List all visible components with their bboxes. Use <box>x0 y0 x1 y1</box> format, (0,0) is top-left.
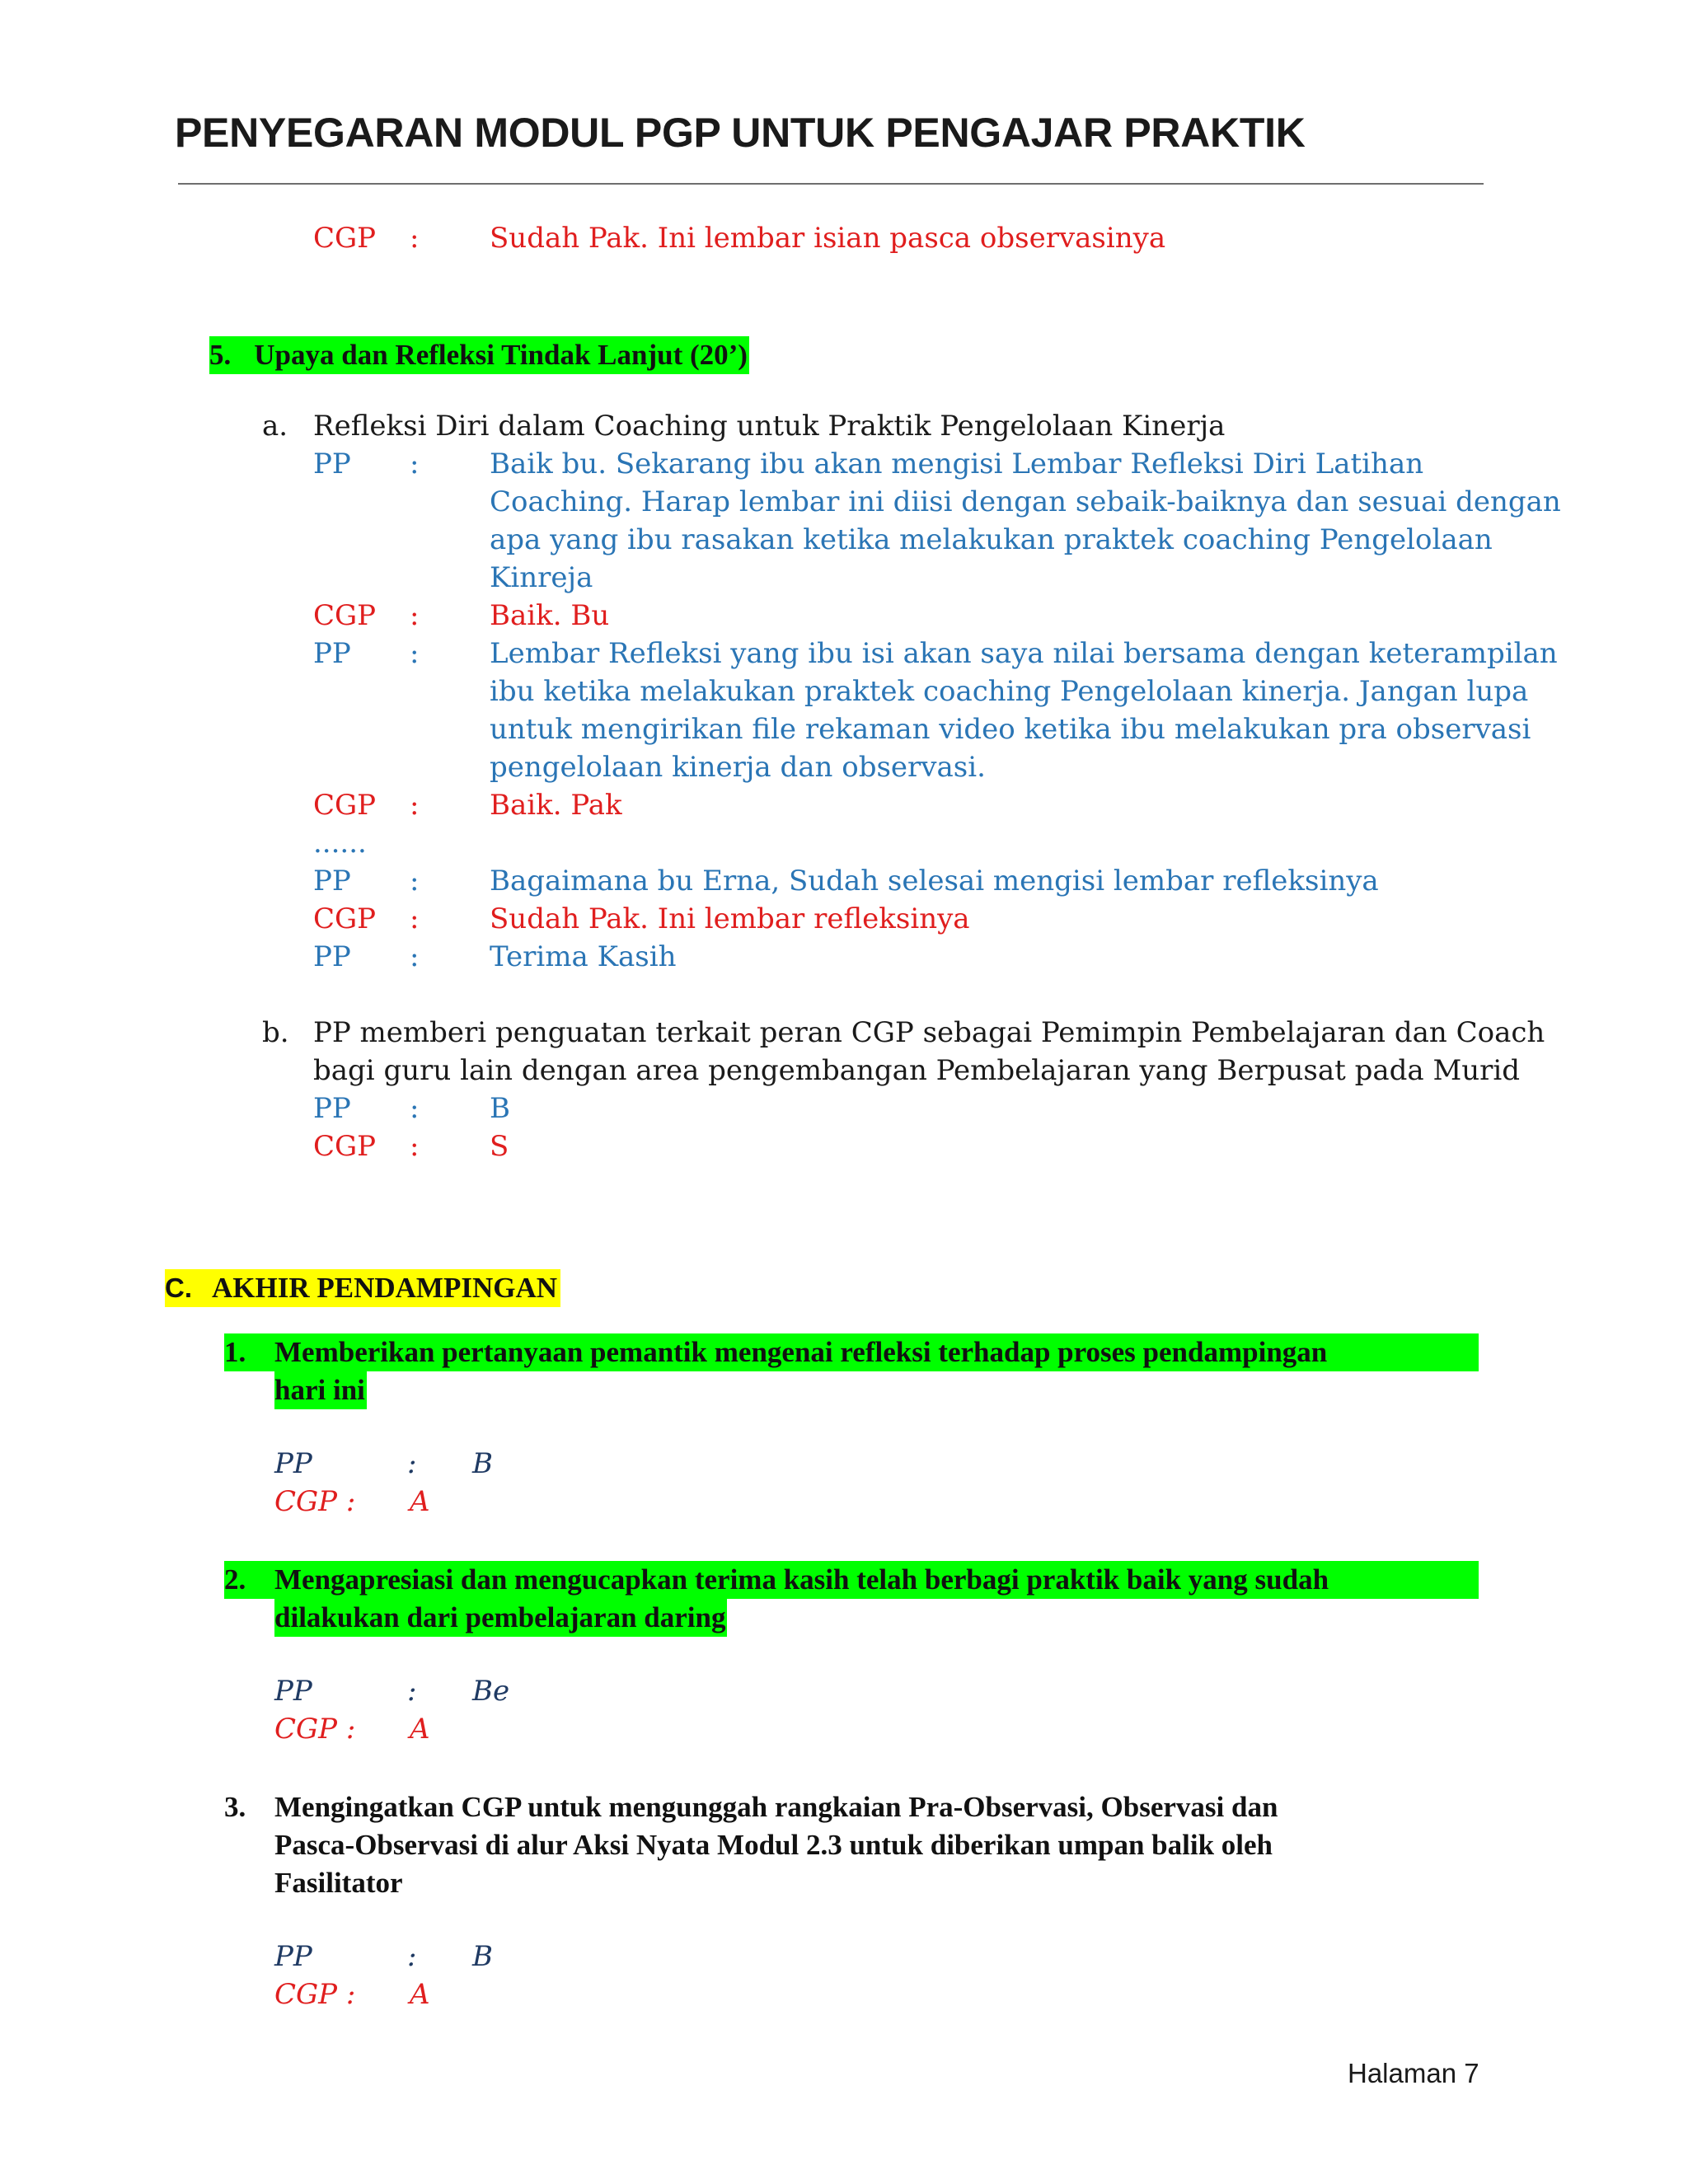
section-5-title: Upaya dan Refleksi Tindak Lanjut (20’) <box>254 339 748 371</box>
dialogue-speaker: PP <box>313 1092 351 1125</box>
c-item-title-line: Mengingatkan CGP untuk mengunggah rangkaian Pra-Observasi, Observasi dan <box>274 1791 1278 1823</box>
dialogue-speaker: PP <box>313 637 351 670</box>
dialogue-line: pengelolaan kinerja dan observasi. <box>490 751 986 784</box>
dialogue-colon: : <box>410 902 420 935</box>
dialogue-colon: : <box>410 448 420 480</box>
c-item-pp-label: PP <box>274 1940 312 1973</box>
section-c-marker: C. <box>165 1272 192 1303</box>
c-item-cgp-text: A <box>410 1978 430 2011</box>
dialogue-speaker: PP <box>313 940 351 973</box>
page-number: Halaman 7 <box>1348 2058 1479 2088</box>
dialogue-line: Kinreja <box>490 561 593 594</box>
dialogue-speaker: PP <box>313 865 351 898</box>
c-item-title-line: dilakukan dari pembelajaran daring <box>274 1599 727 1637</box>
dialogue-colon: : <box>410 637 420 670</box>
dialogue-speaker: CGP <box>313 902 377 935</box>
dialogue-colon: : <box>410 940 420 973</box>
item-a-title: Refleksi Diri dalam Coaching untuk Praktik Pengelolaan Kinerja <box>313 410 1226 443</box>
dialogue-ellipsis: ...... <box>313 827 367 860</box>
c-item-title-line: Pasca-Observasi di alur Aksi Nyata Modul 2.3 untuk diberikan umpan balik oleh <box>274 1829 1273 1861</box>
c-item-cgp-text: A <box>410 1713 430 1746</box>
dialogue-line: Lembar Refleksi yang ibu isi akan saya nilai bersama dengan keterampilan <box>490 637 1558 670</box>
intro-text: Sudah Pak. Ini lembar isian pasca observasinya <box>490 222 1166 255</box>
dialogue-line: ibu ketika melakukan praktek coaching Pengelolaan kinerja. Jangan lupa <box>490 675 1529 708</box>
c-item-number: 3. <box>224 1791 246 1823</box>
dialogue-line: Bagaimana bu Erna, Sudah selesai mengisi lembar refleksinya <box>490 865 1379 898</box>
dialogue-line: untuk mengirikan file rekaman video ketika ibu melakukan pra observasi <box>490 713 1531 746</box>
header-divider <box>178 183 1484 185</box>
dialogue-colon: : <box>410 789 420 822</box>
c-item-cgp-label: CGP : <box>274 1485 356 1518</box>
item-a-marker: a. <box>262 410 288 443</box>
section-5-heading <box>209 336 749 374</box>
page-header-title: PENYEGARAN MODUL PGP UNTUK PENGAJAR PRAKTIK <box>175 110 1306 156</box>
dialogue-line: S <box>490 1130 509 1163</box>
c-item-number: 2. <box>224 1563 246 1596</box>
dialogue-line: Sudah Pak. Ini lembar refleksinya <box>490 902 970 935</box>
dialogue-speaker: PP <box>313 448 351 480</box>
item-b-marker: b. <box>262 1016 289 1049</box>
dialogue-colon: : <box>410 865 420 898</box>
dialogue-line: Coaching. Harap lembar ini diisi dengan sebaik-baiknya dan sesuai dengan <box>490 485 1561 518</box>
dialogue-speaker: CGP <box>313 1130 377 1163</box>
c-item-title-line: Memberikan pertanyaan pemantik mengenai refleksi terhadap proses pendampingan <box>274 1336 1328 1368</box>
c-item-pp-text: B <box>472 1447 493 1480</box>
dialogue-line: Baik bu. Sekarang ibu akan mengisi Lembar Refleksi Diri Latihan <box>490 448 1424 480</box>
dialogue-colon: : <box>410 1092 420 1125</box>
c-item-cgp-text: A <box>410 1485 430 1518</box>
section-c-heading <box>165 1269 560 1307</box>
c-item-pp-colon: : <box>407 1447 417 1480</box>
c-item-title-line: Mengapresiasi dan mengucapkan terima kasih telah berbagi praktik baik yang sudah <box>274 1563 1329 1596</box>
c-item-cgp-label: CGP : <box>274 1978 356 2011</box>
c-item-title-line: Fasilitator <box>274 1867 403 1899</box>
c-item-pp-text: Be <box>472 1675 510 1708</box>
intro-colon: : <box>410 222 420 255</box>
dialogue-line: Baik. Pak <box>490 789 622 822</box>
section-c-title: AKHIR PENDAMPINGAN <box>212 1272 558 1304</box>
dialogue-colon: : <box>410 599 420 632</box>
section-5-number: 5. <box>209 339 232 371</box>
intro-speaker: CGP <box>313 222 377 255</box>
c-item-title-line: hari ini <box>274 1371 367 1409</box>
c-item-pp-label: PP <box>274 1447 312 1480</box>
dialogue-line: Baik. Bu <box>490 599 610 632</box>
c-item-number: 1. <box>224 1336 246 1368</box>
dialogue-colon: : <box>410 1130 420 1163</box>
item-b-title-line: bagi guru lain dengan area pengembangan Pembelajaran yang Berpusat pada Murid <box>313 1054 1521 1087</box>
dialogue-line: B <box>490 1092 510 1125</box>
c-item-pp-colon: : <box>407 1940 417 1973</box>
c-item-pp-colon: : <box>407 1675 417 1708</box>
c-item-cgp-label: CGP : <box>274 1713 356 1746</box>
dialogue-speaker: CGP <box>313 599 377 632</box>
dialogue-speaker: CGP <box>313 789 377 822</box>
dialogue-line: apa yang ibu rasakan ketika melakukan praktek coaching Pengelolaan <box>490 523 1493 556</box>
item-b-title-line: PP memberi penguatan terkait peran CGP sebagai Pemimpin Pembelajaran dan Coach <box>313 1016 1545 1049</box>
c-item-pp-text: B <box>472 1940 493 1973</box>
c-item-pp-label: PP <box>274 1675 312 1708</box>
dialogue-line: Terima Kasih <box>490 940 677 973</box>
